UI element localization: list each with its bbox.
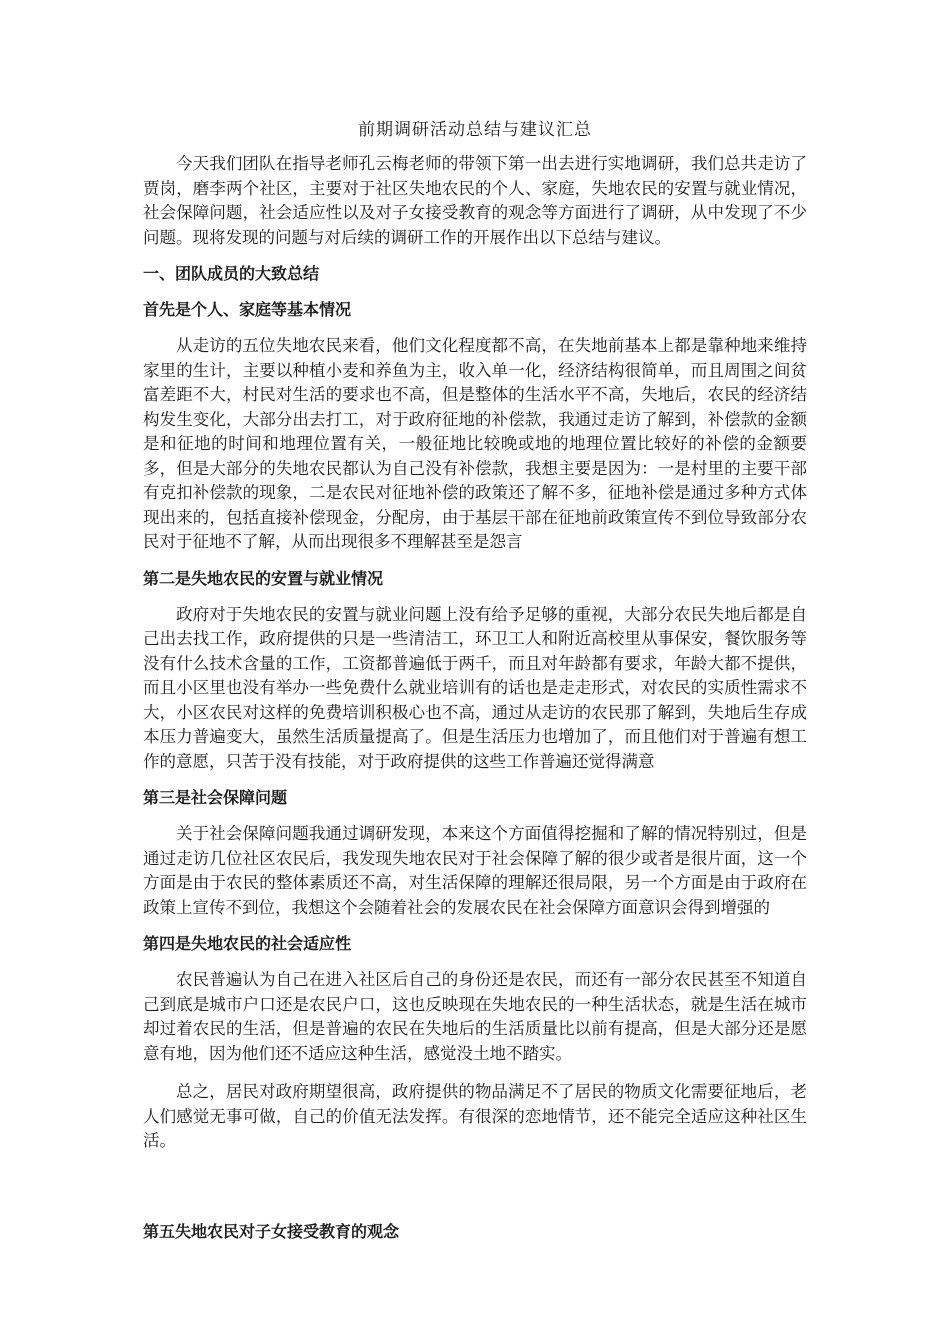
- spacer: [143, 956, 807, 968]
- spacer: [143, 774, 807, 786]
- spacer: [143, 1154, 807, 1220]
- subheading-education: 第五失地农民对子女接受教育的观念: [143, 1221, 400, 1241]
- subheading-employment: 第二是失地农民的安置与就业情况: [143, 568, 384, 588]
- section-heading-team-summary: 一、团队成员的大致总结: [143, 264, 320, 283]
- subheading-social-security: 第三是社会保障问题: [143, 788, 288, 807]
- spacer: [143, 810, 807, 822]
- paragraph-employment: 政府对于失地农民的安置与就业问题上没有给予足够的重视，大部分农民失地后都是自己出去找工作，政府提供的只是一些清洁工，环卫工人和附近高校里从事保安，餐饮服务等没有什么技术含量的工作，工资都普遍低于两千，而且对年龄都有要求，年龄大都不提供，而且小区里也没有举办一些免费什么就业培训有的话也是走走形式，对农民的实质性需求不大，小区农民对这样的免费培训积极心也不高，通过从走访的农民那了解到，失地后生存成本压力普遍变大，虽然生活质量提高了。但是生活压力也增加了，而且他们对于普遍有想工作的意愿，只苦于没有技能，对于政府提供的这些工作普遍还觉得满意: [143, 604, 807, 771]
- paragraph-adaptability: 农民普遍认为自己在进入社区后自己的身份还是农民，而还有一部分农民甚至不知道自己到底是城市户口还是农民户口，这也反映现在失地农民的一种生活状态，就是生活在城市却过着农民的生活，但是普遍的农民在失地后的生活质量比以前有提高，但是大部分还是愿意有地，因为他们还不适应这种生活，感觉没土地不踏实。: [143, 970, 807, 1063]
- spacer: [143, 286, 807, 298]
- intro-paragraph: 今天我们团队在指导老师孔云梅老师的带领下第一出去进行实地调研，我们总共走访了贾岗，磨李两个社区，主要对于社区失地农民的个人、家庭，失地农民的安置与就业情况，社会保障问题，社会适应性以及对子女接受教育的观念等方面进行了调研，从中发现了不少问题。现将发现的问题与对后续的调研工作的开展作出以下总结与建议。: [143, 154, 807, 247]
- subheading-adaptability: 第四是失地农民的社会适应性: [143, 934, 352, 953]
- paragraph-summary: 总之，居民对政府期望很高，政府提供的物品满足不了居民的物质文化需要征地后，老人们感觉无事可做，自己的价值无法发挥。有很深的恋地情节，还不能完全适应这种社区生活。: [143, 1082, 807, 1150]
- subheading-basic-info: 首先是个人、家庭等基本情况: [143, 300, 352, 319]
- spacer: [143, 591, 807, 603]
- paragraph-basic-info: 从走访的五位失地农民来看，他们文化程度都不高，在失地前基本上都是靠种地来维持家里的生计，主要以种植小麦和养鱼为主，收入单一化，经济结构很简单，而且周围之间贫富差距不大，村民对生活的要求也不高，但是整体的生活水平不高，失地后，农民的经济结构发生变化，大部分出去打工，对于政府征地的补偿款，我通过走访了解到，补偿款的金额是和征地的时间和地理位置有关，一般征地比较晚或地的地理位置比较好的补偿的金额要多，但是大部分的失地农民都认为自己没有补偿款，我想主要是因为：一是村里的主要干部有克扣补偿款的现象，二是农民对征地补偿的政策还了解不多，征地补偿是通过多种方式体现出来的，包括直接补偿现金，分配房，由于基层干部在征地前政策宣传不到位导致部分农民对于征地不了解，从而出现很多不理解甚至是怨言: [143, 336, 807, 551]
- spacer: [143, 322, 807, 334]
- document-title: 前期调研活动总结与建议汇总: [358, 120, 592, 140]
- paragraph-social-security: 关于社会保障问题我通过调研发现，本来这个方面值得挖掘和了解的情况特别过，但是通过走访几位社区农民后，我发现失地农民对于社会保障了解的很少或者是很片面，这一个方面是由于农民的整体素质还不高，对生活保障的理解还很局限，另一个方面是由于政府在政策上宣传不到位，我想这个会随着社会的发展农民在社会保障方面意识会得到增强的: [143, 824, 807, 917]
- spacer: [143, 250, 807, 262]
- spacer: [143, 1066, 807, 1080]
- spacer: [143, 555, 807, 567]
- document-page: [143, 118, 807, 1244]
- spacer: [143, 920, 807, 932]
